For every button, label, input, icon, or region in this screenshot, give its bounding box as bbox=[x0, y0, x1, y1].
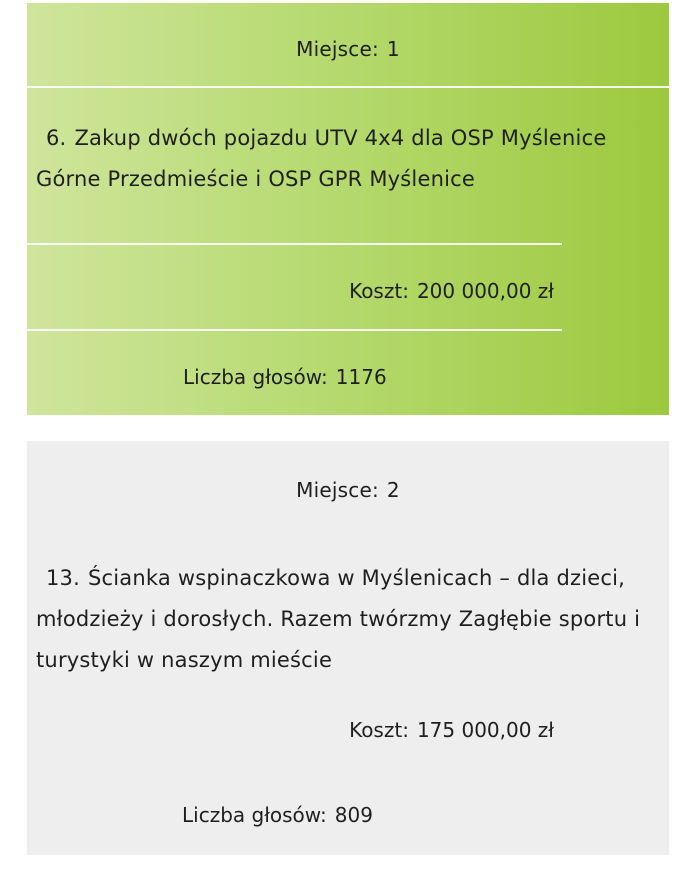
place-value: 2 bbox=[386, 478, 400, 502]
place-label: Miejsce: bbox=[296, 37, 379, 61]
divider bbox=[27, 86, 669, 88]
cost-label: Koszt: bbox=[349, 279, 409, 303]
project-title-text: Ścianka wspinaczkowa w Myślenicach – dla dzieci, młodzieży i dorosłych. Razem twórzmy Zagłębie sportu i turystyki w naszym mieście bbox=[36, 566, 641, 672]
project-title-text: Zakup dwóch pojazdu UTV 4x4 dla OSP Myślenice Górne Przedmieście i OSP GPR Myślenice bbox=[36, 126, 607, 191]
votes-value: 809 bbox=[334, 803, 373, 827]
cost-value: 175 000,00 zł bbox=[416, 718, 554, 742]
place-value: 1 bbox=[386, 37, 400, 61]
votes-line bbox=[182, 803, 373, 827]
project-title bbox=[36, 118, 646, 200]
votes-label: Liczba głosów: bbox=[183, 365, 328, 389]
place-line bbox=[27, 478, 669, 502]
votes-value: 1176 bbox=[335, 365, 387, 389]
project-title bbox=[36, 558, 646, 681]
divider bbox=[27, 329, 562, 331]
project-card-1 bbox=[27, 3, 669, 415]
cost-label: Koszt: bbox=[349, 718, 409, 742]
project-number: 6. bbox=[46, 126, 67, 150]
divider bbox=[27, 243, 562, 245]
cost-line bbox=[349, 718, 554, 742]
cost-line bbox=[349, 279, 554, 303]
project-card-2 bbox=[27, 441, 669, 855]
votes-line bbox=[183, 365, 387, 389]
place-line bbox=[27, 37, 669, 61]
place-label: Miejsce: bbox=[296, 478, 379, 502]
cost-value: 200 000,00 zł bbox=[416, 279, 554, 303]
project-number: 13. bbox=[46, 566, 80, 590]
votes-label: Liczba głosów: bbox=[182, 803, 327, 827]
